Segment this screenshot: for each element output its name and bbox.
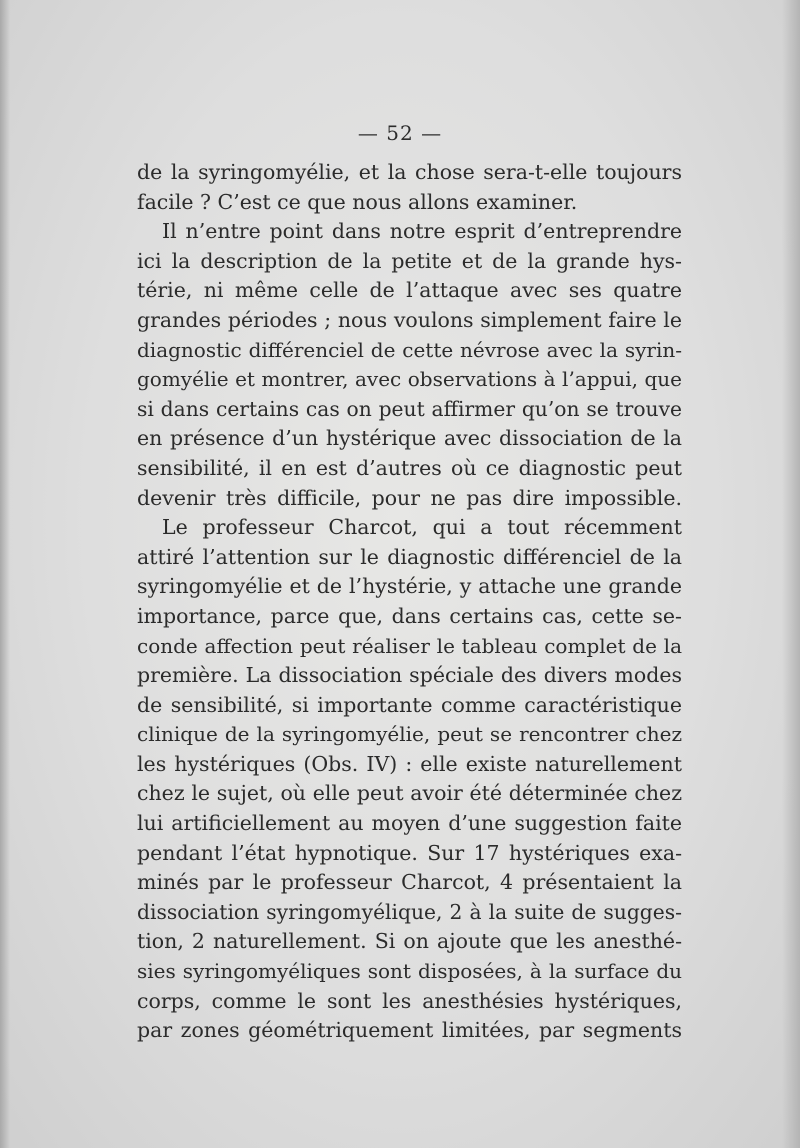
- page-edge-left: [0, 0, 10, 1148]
- paragraph-first-line: Il n’entre point dans notre esprit d’entreprendre: [162, 219, 682, 244]
- paragraph-first-line: Le professeur Charcot, qui a tout récemment: [162, 515, 682, 540]
- text-line: de la syringomyélie, et la chose sera-t-elle toujours: [137, 160, 682, 184]
- text-line: térie, ni même celle de l’attaque avec ses quatre: [137, 278, 682, 303]
- text-line: en présence d’un hystérique avec dissociation de la: [137, 426, 682, 451]
- text-line: chez le sujet, où elle peut avoir été déterminée chez: [137, 781, 682, 806]
- text-line: dissociation syringomyélique, 2 à la suite de sugges-: [137, 899, 682, 924]
- text-line: si dans certains cas on peut affirmer qu’on se trouve: [137, 396, 682, 421]
- text-line: sensibilité, il en est d’autres où ce diagnostic peut: [137, 455, 682, 480]
- text-line: grandes périodes ; nous voulons simplement faire le: [137, 307, 682, 332]
- text-line: importance, parce que, dans certains cas, cette se-: [137, 603, 682, 628]
- text-line: première. La dissociation spéciale des divers modes: [137, 663, 682, 688]
- text-line: lui artificiellement au moyen d’une suggestion faite: [137, 811, 682, 836]
- text-line: par zones géométriquement limitées, par segments: [137, 1018, 682, 1043]
- text-line: minés par le professeur Charcot, 4 présentaient la: [137, 870, 682, 895]
- text-line: pendant l’état hypnotique. Sur 17 hystériques exa-: [137, 840, 682, 865]
- text-line: syringomyélie et de l’hystérie, y attache une grande: [137, 574, 682, 599]
- text-line: attiré l’attention sur le diagnostic différenciel de la: [137, 544, 682, 569]
- page-number: — 52 —: [357, 121, 443, 145]
- text-line: de sensibilité, si importante comme caractéristique: [137, 692, 682, 717]
- text-line: ici la description de la petite et de la grande hys-: [137, 248, 682, 273]
- text-line: facile ? C’est ce que nous allons examiner.: [137, 189, 578, 214]
- body-text: [137, 158, 682, 1046]
- text-line: gomyélie et montrer, avec observations à l’appui, que: [137, 367, 682, 392]
- text-line: diagnostic différenciel de cette névrose avec la syrin-: [137, 337, 682, 362]
- text-line: tion, 2 naturellement. Si on ajoute que les anesthé-: [137, 929, 682, 954]
- text-line: sies syringomyéliques sont disposées, à la surface du: [137, 959, 682, 984]
- text-line: les hystériques (Obs. IV) : elle existe naturellement: [137, 751, 682, 776]
- text-line: conde affection peut réaliser le tableau complet de la: [137, 633, 682, 658]
- text-line: devenir très difficile, pour ne pas dire impossible.: [137, 485, 682, 510]
- page-edge-right: [782, 0, 800, 1148]
- text-line: corps, comme le sont les anesthésies hystériques,: [137, 988, 682, 1013]
- text-line: clinique de la syringomyélie, peut se rencontrer chez: [137, 722, 682, 747]
